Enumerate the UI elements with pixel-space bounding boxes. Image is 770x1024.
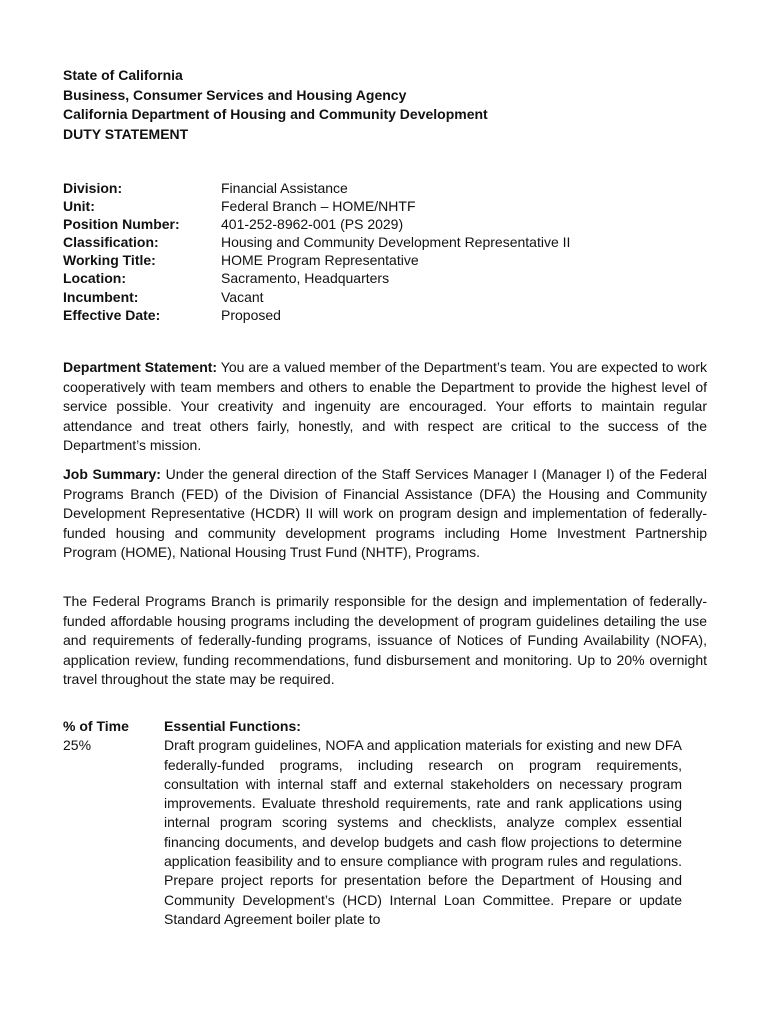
position-info bbox=[63, 179, 570, 324]
info-label: Incumbent: bbox=[63, 288, 139, 305]
info-value: 401-252-8962-001 (PS 2029) bbox=[221, 216, 404, 233]
function-description: Draft program guidelines, NOFA and application materials for existing and new DFA federally-funded programs, including research on program requirements, consultation with internal staff and external stakeholders on necessary program improvements. Evaluate threshold requirements, rate and rank applications using internal program scoring systems and checklists, analyze complex essential financing documents, and develop budgets and cash flow projections to determine application feasibility and to ensure compliance with program rules and regulations. Prepare project reports for presentation before the Department of Housing and Community Development’s (HCD) Internal Loan Committee. Prepare or update Standard Agreement boiler plate to bbox=[164, 737, 682, 927]
percent-time-label: % of Time bbox=[63, 718, 129, 734]
function-item bbox=[63, 736, 707, 929]
info-row-incumbent bbox=[63, 288, 570, 306]
info-value: Proposed bbox=[221, 306, 281, 323]
info-row-division bbox=[63, 179, 570, 197]
info-row-unit bbox=[63, 197, 570, 215]
document-header bbox=[63, 66, 488, 144]
info-label: Unit: bbox=[63, 198, 95, 215]
info-value: Financial Assistance bbox=[221, 180, 348, 196]
info-row-position-number bbox=[63, 215, 570, 233]
essential-functions bbox=[63, 717, 707, 929]
department-statement bbox=[63, 358, 707, 456]
department-statement-label: Department Statement: bbox=[63, 359, 218, 375]
info-label: Classification: bbox=[63, 234, 159, 251]
info-value: Housing and Community Development Representative II bbox=[221, 234, 571, 251]
info-label: Working Title: bbox=[63, 252, 156, 269]
job-summary-text: Under the general direction of the Staff Services Manager I (Manager I) of the Federal Programs Branch (FED) of the Division of Financial Assistance (DFA) the Housing and Community Development Representative (HCDR) II will work on program design and implementation of federally-funded housing and community development programs including Home Investment Partnership Program (HOME), National Housing Trust Fund (NHTF), Programs. bbox=[63, 466, 708, 560]
info-value: Sacramento, Headquarters bbox=[221, 270, 390, 287]
info-value: Federal Branch – HOME/NHTF bbox=[221, 198, 416, 215]
info-row-effective-date bbox=[63, 306, 570, 324]
function-percent: 25% bbox=[63, 737, 92, 754]
info-value: HOME Program Representative bbox=[221, 252, 419, 269]
job-summary bbox=[63, 465, 707, 563]
header-doc-title: DUTY STATEMENT bbox=[63, 125, 189, 142]
header-state: State of California bbox=[63, 67, 183, 83]
info-label: Position Number: bbox=[63, 216, 180, 233]
essential-functions-title: Essential Functions: bbox=[164, 718, 301, 734]
info-value: Vacant bbox=[221, 288, 264, 305]
info-row-working-title bbox=[63, 251, 570, 269]
info-label: Division: bbox=[63, 180, 123, 196]
job-summary-label: Job Summary: bbox=[63, 466, 161, 482]
header-agency: Business, Consumer Services and Housing Agency bbox=[63, 86, 407, 103]
header-department: California Department of Housing and Community Development bbox=[63, 106, 488, 122]
info-label: Location: bbox=[63, 270, 126, 287]
branch-paragraph: The Federal Programs Branch is primarily responsible for the design and implementation of federally-funded affordable housing programs including the development of program guidelines detailing the use and requirements of federally-funding programs, issuance of Notices of Funding Availability (NOFA), application review, funding recommendations, fund disbursement and monitoring. Up to 20% overnight travel throughout the state may be required. bbox=[63, 593, 707, 687]
essential-functions-header bbox=[63, 717, 707, 736]
info-row-classification bbox=[63, 233, 570, 251]
info-row-location bbox=[63, 269, 570, 287]
info-label: Effective Date: bbox=[63, 306, 161, 323]
department-statement-text: You are a valued member of the Department’s team. You are expected to work cooperatively with team members and others to enable the Department to provide the highest level of service possible. Your creativity and ingenuity are encouraged. Your efforts to maintain regular attendance and treat others fairly, honestly, and with respect are critical to the success of the Department’s mission. bbox=[63, 359, 707, 453]
